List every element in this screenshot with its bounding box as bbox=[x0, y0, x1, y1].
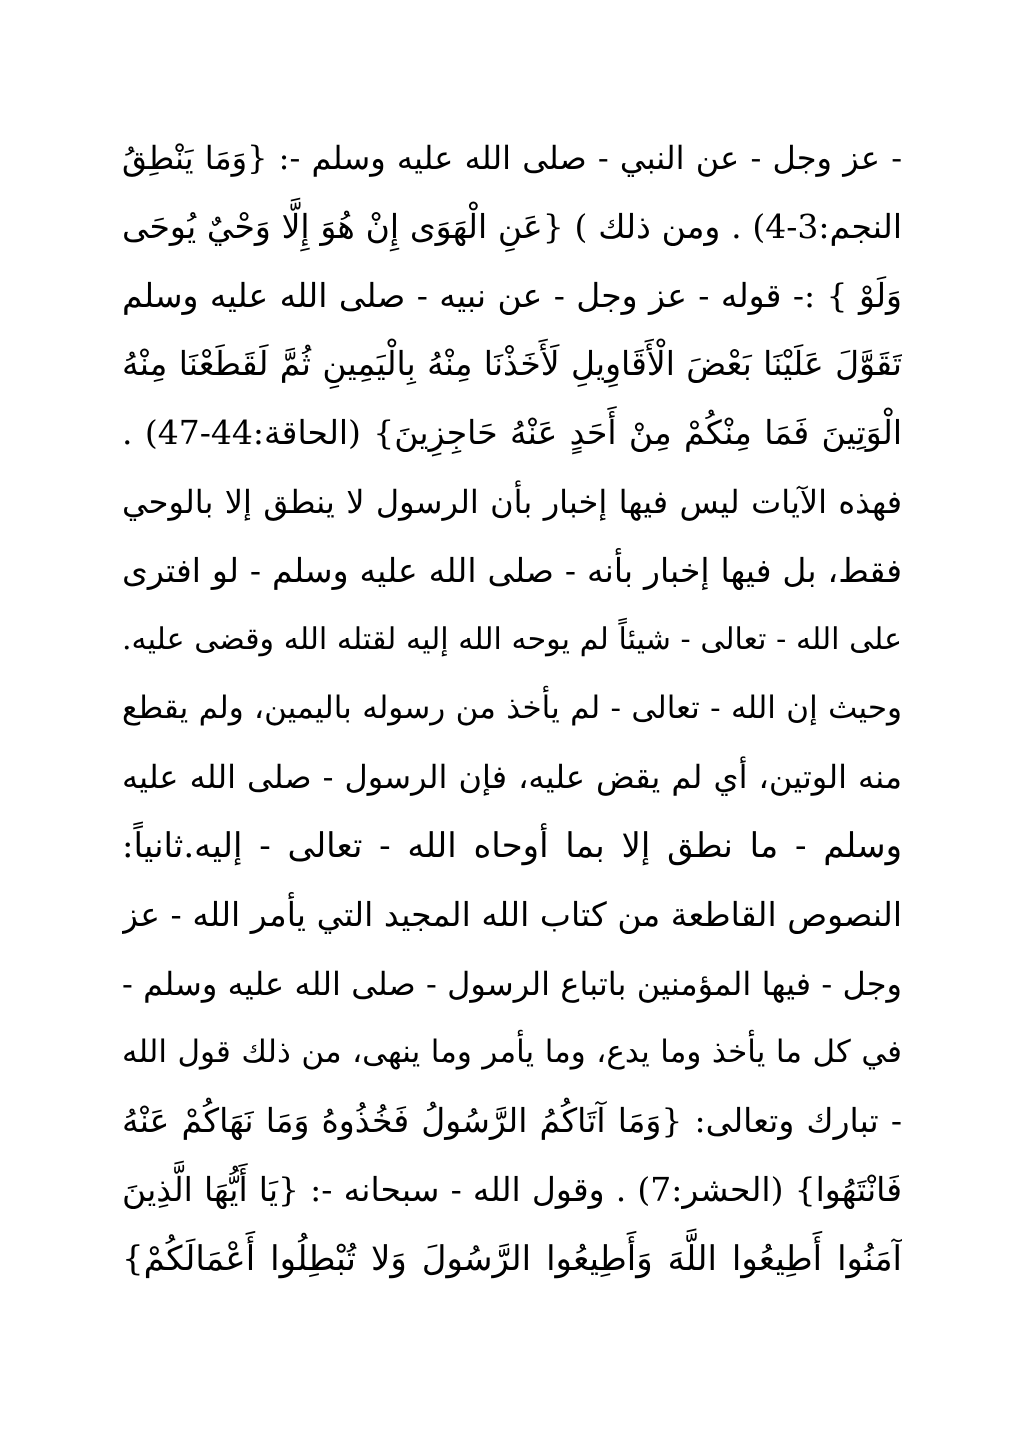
text-line: وجل - فيها المؤمنين باتباع الرسول - صلى الله عليه وسلم - bbox=[122, 964, 902, 1003]
text-line: - عز وجل - عن النبي - صلى الله عليه وسلم -: {وَمَا يَنْطِقُ bbox=[122, 139, 902, 177]
text-line: وحيث إن الله - تعالى - لم يأخذ من رسوله باليمين، ولم يقطع bbox=[122, 690, 902, 727]
text-line: منه الوتين، أي لم يقض عليه، فإن الرسول - صلى الله عليه bbox=[122, 758, 902, 797]
text-line: وَلَوْ } :- قوله - عز وجل - عن نبيه - صلى الله عليه وسلم bbox=[122, 275, 902, 315]
text-line: فقط، بل فيها إخبار بأنه - صلى الله عليه وسلم - لو افترى bbox=[122, 550, 902, 590]
text-line: آمَنُوا أَطِيعُوا اللَّهَ وَأَطِيعُوا الرَّسُولَ وَلا تُبْطِلُوا أَعْمَالَكُمْ} bbox=[122, 1238, 902, 1279]
text-line: في كل ما يأخذ وما يدع، وما يأمر وما ينهى، من ذلك قول الله bbox=[122, 1034, 902, 1071]
text-line: على الله - تعالى - شيئاً لم يوحه الله إليه لقتله الله وقضى عليه. bbox=[122, 621, 902, 657]
text-line: الْوَتِينَ فَمَا مِنْكُمْ مِنْ أَحَدٍ عَنْهُ حَاجِزِينَ} (الحاقة:44-47) . bbox=[122, 413, 902, 453]
text-line: تَقَوَّلَ عَلَيْنَا بَعْضَ الْأَقَاوِيلِ لَأَخَذْنَا مِنْهُ بِالْيَمِينِ ثُمَّ لَقَطَعْنَا مِنْهُ bbox=[122, 344, 902, 384]
text-line: فَانْتَهُوا} (الحشر:7) . وقول الله - سبحانه -: {يَا أَيُّهَا الَّذِينَ bbox=[122, 1169, 902, 1209]
body-text bbox=[122, 124, 902, 1294]
text-line: النجم:3-4) . ومن ذلك ) {عَنِ الْهَوَى إِنْ هُوَ إِلَّا وَحْيٌ يُوحَى bbox=[122, 206, 902, 246]
text-line: فهذه الآيات ليس فيها إخبار بأن الرسول لا ينطق إلا بالوحي bbox=[122, 482, 902, 521]
text-line: وسلم - ما نطق إلا بما أوحاه الله - تعالى - إليه.ثانياً: bbox=[122, 825, 902, 866]
text-line: النصوص القاطعة من كتاب الله المجيد التي يأمر الله - عز bbox=[122, 894, 902, 934]
text-line: - تبارك وتعالى: {وَمَا آتَاكُمُ الرَّسُولُ فَخُذُوهُ وَمَا نَهَاكُمْ عَنْهُ bbox=[122, 1101, 902, 1141]
